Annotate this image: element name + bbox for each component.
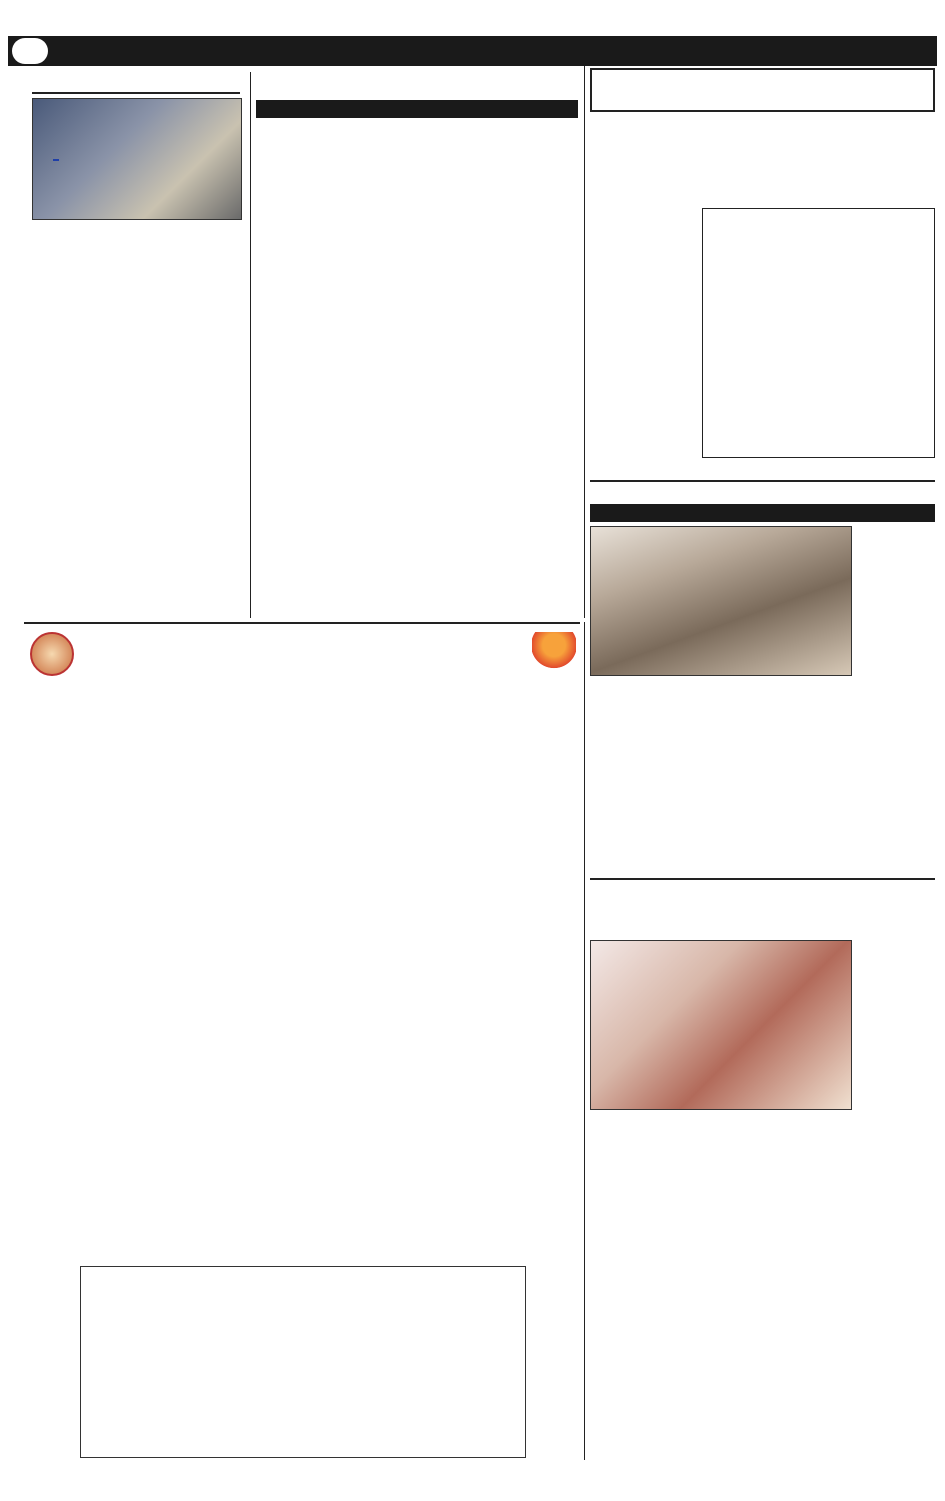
page-number [12,38,48,64]
allen-body-col1 [134,226,242,616]
cuk-subhead [256,100,578,118]
cuk-col-4 [256,124,332,618]
skuast-headline [590,480,935,502]
skuast-subhead [590,504,935,522]
allen-logo [53,159,59,161]
provisional-list [80,1266,526,1458]
column-rule-3 [584,622,585,1460]
column-rule-2 [584,66,585,618]
cuk-col-2 [416,124,494,618]
masthead-logo [428,36,498,66]
column-rule [250,72,251,618]
vantara-subhead [590,904,935,920]
skuast-col-2 [742,680,852,870]
vantara-intro [590,922,935,936]
header-bar [8,36,937,66]
cuk-headline [256,72,578,98]
jk-emblem-icon [30,632,74,676]
gov-appeal [30,792,576,812]
allen-photo [32,98,242,220]
vantara-headline [590,878,935,902]
gov-body [30,690,576,792]
merit-tables [76,852,534,1252]
gov-notice [24,622,580,812]
allen-headline [32,72,240,94]
allen-body-col2 [32,226,130,616]
poshan-logo-icon [532,632,576,676]
skuast-col-3 [590,680,738,870]
cuk-col-1 [498,124,578,618]
skuast-col-1 [856,526,935,870]
mahasamund-col-1 [770,142,935,208]
vantara-col-1 [856,940,935,1460]
public-notice-signature [702,460,935,474]
public-notice-electricity [702,208,935,458]
vantara-col-3 [590,1114,722,1460]
mahasamund-headline [590,68,935,112]
vantara-photo [590,940,852,1110]
mahasamund-subhead [590,116,935,138]
skuast-photo [590,526,852,676]
vantara-col-2 [726,1114,852,1460]
cuk-col-3 [336,124,412,618]
